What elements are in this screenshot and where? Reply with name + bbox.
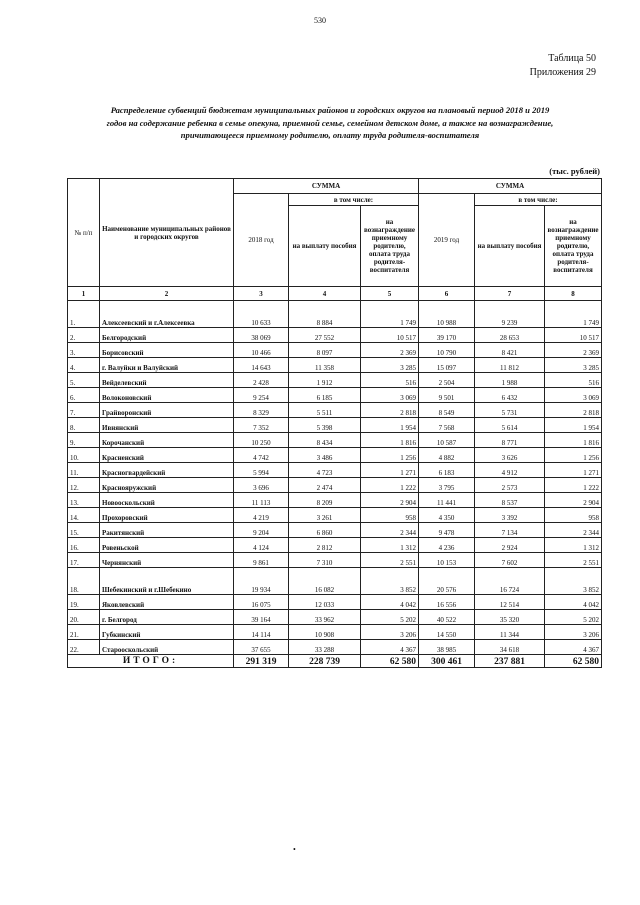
reward-2018: 4 367 <box>361 640 419 655</box>
header-including-2019: в том числе: <box>475 194 602 206</box>
table-row <box>68 508 602 523</box>
total-label: ИТОГО: <box>68 655 234 668</box>
reward-2019: 3 852 <box>545 568 602 595</box>
allowance-2019: 3 392 <box>475 508 545 523</box>
reward-2018: 10 517 <box>361 328 419 343</box>
reward-2018: 1 749 <box>361 301 419 328</box>
value-2018: 3 696 <box>234 478 289 493</box>
district-name: г. Валуйки и Валуйский <box>100 358 234 373</box>
row-number: 21. <box>68 625 100 640</box>
district-name: Яковлевский <box>100 595 234 610</box>
value-2018: 14 114 <box>234 625 289 640</box>
table-row <box>68 403 602 418</box>
allowance-2018: 6 185 <box>289 388 361 403</box>
district-name: Старооскольский <box>100 640 234 655</box>
reward-2019: 4 367 <box>545 640 602 655</box>
reward-2018: 5 202 <box>361 610 419 625</box>
value-2018: 8 329 <box>234 403 289 418</box>
reward-2019: 4 042 <box>545 595 602 610</box>
header-sum-2019: СУММА <box>419 179 602 194</box>
subvention-table <box>67 178 602 668</box>
value-2018: 10 633 <box>234 301 289 328</box>
reward-2018: 3 852 <box>361 568 419 595</box>
district-name: Губкинский <box>100 625 234 640</box>
value-2019: 15 097 <box>419 358 475 373</box>
value-2018: 10 466 <box>234 343 289 358</box>
value-2019: 4 350 <box>419 508 475 523</box>
allowance-2018: 33 962 <box>289 610 361 625</box>
value-2019: 8 549 <box>419 403 475 418</box>
district-name: Красненский <box>100 448 234 463</box>
value-2018: 11 113 <box>234 493 289 508</box>
allowance-2018: 8 097 <box>289 343 361 358</box>
value-2019: 14 550 <box>419 625 475 640</box>
row-number: 14. <box>68 508 100 523</box>
value-2019: 20 576 <box>419 568 475 595</box>
reward-2018: 2 551 <box>361 553 419 568</box>
table-body <box>68 301 602 655</box>
allowance-2018: 8 209 <box>289 493 361 508</box>
reward-2018: 2 818 <box>361 403 419 418</box>
total-reward-2019: 62 580 <box>545 655 602 668</box>
allowance-2019: 3 626 <box>475 448 545 463</box>
reward-2019: 2 369 <box>545 343 602 358</box>
district-name: г. Белгород <box>100 610 234 625</box>
reward-2018: 1 222 <box>361 478 419 493</box>
table-row <box>68 328 602 343</box>
table-row <box>68 388 602 403</box>
table-row <box>68 433 602 448</box>
header-num: № п/п <box>68 179 100 287</box>
value-2019: 10 153 <box>419 553 475 568</box>
value-2019: 11 441 <box>419 493 475 508</box>
allowance-2019: 7 602 <box>475 553 545 568</box>
table-row <box>68 595 602 610</box>
allowance-2018: 1 912 <box>289 373 361 388</box>
total-2019: 300 461 <box>419 655 475 668</box>
table-row <box>68 463 602 478</box>
column-numbers-row <box>68 287 602 301</box>
row-number: 7. <box>68 403 100 418</box>
table-reference <box>530 52 596 80</box>
allowance-2019: 28 653 <box>475 328 545 343</box>
value-2018: 9 861 <box>234 553 289 568</box>
header-year-2019: 2019 год <box>419 194 475 287</box>
row-number: 15. <box>68 523 100 538</box>
value-2018: 9 254 <box>234 388 289 403</box>
column-number: 8 <box>545 287 602 301</box>
row-number: 5. <box>68 373 100 388</box>
allowance-2019: 6 432 <box>475 388 545 403</box>
allowance-2018: 33 288 <box>289 640 361 655</box>
row-number: 16. <box>68 538 100 553</box>
value-2018: 38 069 <box>234 328 289 343</box>
allowance-2018: 4 723 <box>289 463 361 478</box>
value-2018: 39 164 <box>234 610 289 625</box>
reward-2019: 3 285 <box>545 358 602 373</box>
reward-2018: 1 256 <box>361 448 419 463</box>
page-number: 530 <box>314 16 326 25</box>
value-2018: 5 994 <box>234 463 289 478</box>
allowance-2018: 2 812 <box>289 538 361 553</box>
district-name: Новооскольский <box>100 493 234 508</box>
value-2018: 4 124 <box>234 538 289 553</box>
allowance-2018: 5 511 <box>289 403 361 418</box>
reward-2019: 3 069 <box>545 388 602 403</box>
table-row <box>68 538 602 553</box>
value-2018: 19 934 <box>234 568 289 595</box>
row-number: 2. <box>68 328 100 343</box>
header-name: Наименование муниципальных районов и городских округов <box>100 179 234 287</box>
district-name: Ивнянский <box>100 418 234 433</box>
column-number: 6 <box>419 287 475 301</box>
reward-2019: 1 271 <box>545 463 602 478</box>
allowance-2018: 3 486 <box>289 448 361 463</box>
district-name: Чернянский <box>100 553 234 568</box>
column-number: 1 <box>68 287 100 301</box>
reward-2019: 1 749 <box>545 301 602 328</box>
allowance-2019: 12 514 <box>475 595 545 610</box>
column-number: 7 <box>475 287 545 301</box>
reward-2019: 10 517 <box>545 328 602 343</box>
reward-2018: 2 344 <box>361 523 419 538</box>
district-name: Шебекинский и г.Шебекино <box>100 568 234 595</box>
reward-2019: 1 954 <box>545 418 602 433</box>
reward-2018: 1 271 <box>361 463 419 478</box>
table-row <box>68 358 602 373</box>
row-number: 4. <box>68 358 100 373</box>
document-title <box>60 104 600 142</box>
allowance-2018: 6 860 <box>289 523 361 538</box>
table-row <box>68 610 602 625</box>
value-2019: 10 790 <box>419 343 475 358</box>
value-2018: 37 655 <box>234 640 289 655</box>
allowance-2019: 5 614 <box>475 418 545 433</box>
value-2019: 4 882 <box>419 448 475 463</box>
reward-2018: 516 <box>361 373 419 388</box>
row-number: 11. <box>68 463 100 478</box>
reward-2019: 2 344 <box>545 523 602 538</box>
district-name: Белгородский <box>100 328 234 343</box>
reward-2019: 516 <box>545 373 602 388</box>
title-line: годов на содержание ребенка в семье опекуна, приемной семье, семейном детском доме, а также на вознаграждение, <box>106 117 554 128</box>
value-2018: 14 643 <box>234 358 289 373</box>
value-2019: 9 501 <box>419 388 475 403</box>
allowance-2018: 10 908 <box>289 625 361 640</box>
row-number: 12. <box>68 478 100 493</box>
reward-2019: 2 904 <box>545 493 602 508</box>
reward-2018: 2 904 <box>361 493 419 508</box>
reward-2018: 2 369 <box>361 343 419 358</box>
allowance-2018: 27 552 <box>289 328 361 343</box>
page-mark: • <box>293 845 296 854</box>
allowance-2019: 9 239 <box>475 301 545 328</box>
table-row <box>68 448 602 463</box>
value-2019: 39 170 <box>419 328 475 343</box>
value-2018: 4 742 <box>234 448 289 463</box>
allowance-2019: 34 618 <box>475 640 545 655</box>
title-line: причитающееся приемному родителю, оплату труда родителя-воспитателя <box>180 130 480 140</box>
table-row <box>68 523 602 538</box>
table-row <box>68 640 602 655</box>
row-number: 20. <box>68 610 100 625</box>
allowance-2019: 8 421 <box>475 343 545 358</box>
header-reward-2019: на вознаграждение приемному родителю, оплата труда родителя-воспитателя <box>545 206 602 287</box>
allowance-2018: 7 310 <box>289 553 361 568</box>
table-row <box>68 343 602 358</box>
total-reward-2018: 62 580 <box>361 655 419 668</box>
row-number: 17. <box>68 553 100 568</box>
reward-2018: 3 206 <box>361 625 419 640</box>
district-name: Ракитянский <box>100 523 234 538</box>
allowance-2018: 12 033 <box>289 595 361 610</box>
row-number: 3. <box>68 343 100 358</box>
reward-2019: 958 <box>545 508 602 523</box>
allowance-2019: 8 771 <box>475 433 545 448</box>
reward-2019: 1 256 <box>545 448 602 463</box>
reward-2019: 2 818 <box>545 403 602 418</box>
table-row <box>68 301 602 328</box>
total-allowance-2018: 228 739 <box>289 655 361 668</box>
row-number: 9. <box>68 433 100 448</box>
value-2019: 10 988 <box>419 301 475 328</box>
header-year-2018: 2018 год <box>234 194 289 287</box>
district-name: Прохоровский <box>100 508 234 523</box>
allowance-2019: 11 812 <box>475 358 545 373</box>
allowance-2018: 2 474 <box>289 478 361 493</box>
table-row <box>68 478 602 493</box>
total-2018: 291 319 <box>234 655 289 668</box>
reward-2019: 1 222 <box>545 478 602 493</box>
row-number: 8. <box>68 418 100 433</box>
title-line: Распределение субвенций бюджетам муниципальных районов и городских округов на плановый период 2018 и 2019 <box>110 105 550 115</box>
header-including-2018: в том числе: <box>289 194 419 206</box>
district-name: Алексеевский и г.Алексеевка <box>100 301 234 328</box>
units-label: (тыс. рублей) <box>549 166 600 176</box>
reward-2019: 2 551 <box>545 553 602 568</box>
value-2018: 4 219 <box>234 508 289 523</box>
row-number: 10. <box>68 448 100 463</box>
reward-2018: 3 285 <box>361 358 419 373</box>
reward-2019: 5 202 <box>545 610 602 625</box>
value-2019: 16 556 <box>419 595 475 610</box>
value-2019: 6 183 <box>419 463 475 478</box>
allowance-2019: 2 573 <box>475 478 545 493</box>
allowance-2018: 11 358 <box>289 358 361 373</box>
row-number: 1. <box>68 301 100 328</box>
header-sum-2018: СУММА <box>234 179 419 194</box>
header-allowance-2019: на выплату пособия <box>475 206 545 287</box>
allowance-2018: 5 398 <box>289 418 361 433</box>
district-name: Краснояружский <box>100 478 234 493</box>
value-2019: 7 568 <box>419 418 475 433</box>
allowance-2019: 16 724 <box>475 568 545 595</box>
reward-2019: 1 312 <box>545 538 602 553</box>
table-row <box>68 553 602 568</box>
total-row <box>68 655 602 668</box>
district-name: Грайворонский <box>100 403 234 418</box>
row-number: 18. <box>68 568 100 595</box>
allowance-2018: 8 884 <box>289 301 361 328</box>
value-2019: 4 236 <box>419 538 475 553</box>
reward-2018: 3 069 <box>361 388 419 403</box>
column-number: 4 <box>289 287 361 301</box>
row-number: 6. <box>68 388 100 403</box>
value-2018: 10 250 <box>234 433 289 448</box>
allowance-2019: 4 912 <box>475 463 545 478</box>
row-number: 19. <box>68 595 100 610</box>
table-row <box>68 493 602 508</box>
allowance-2019: 7 134 <box>475 523 545 538</box>
allowance-2019: 1 988 <box>475 373 545 388</box>
table-row <box>68 625 602 640</box>
value-2018: 9 204 <box>234 523 289 538</box>
header-reward-2018: на вознаграждение приемному родителю, оплата труда родителя-воспитателя <box>361 206 419 287</box>
district-name: Борисовский <box>100 343 234 358</box>
allowance-2018: 3 261 <box>289 508 361 523</box>
total-allowance-2019: 237 881 <box>475 655 545 668</box>
allowance-2019: 35 320 <box>475 610 545 625</box>
allowance-2019: 8 537 <box>475 493 545 508</box>
table-row <box>68 373 602 388</box>
district-name: Вейделевский <box>100 373 234 388</box>
reward-2018: 1 816 <box>361 433 419 448</box>
appendix-label: Приложения 29 <box>529 67 596 78</box>
header-allowance-2018: на выплату пособия <box>289 206 361 287</box>
value-2019: 40 522 <box>419 610 475 625</box>
reward-2018: 4 042 <box>361 595 419 610</box>
value-2019: 2 504 <box>419 373 475 388</box>
value-2018: 16 075 <box>234 595 289 610</box>
value-2019: 3 795 <box>419 478 475 493</box>
value-2019: 38 985 <box>419 640 475 655</box>
district-name: Красногвардейский <box>100 463 234 478</box>
allowance-2019: 5 731 <box>475 403 545 418</box>
value-2018: 7 352 <box>234 418 289 433</box>
column-number: 5 <box>361 287 419 301</box>
row-number: 22. <box>68 640 100 655</box>
reward-2019: 3 206 <box>545 625 602 640</box>
allowance-2018: 16 082 <box>289 568 361 595</box>
reward-2018: 1 954 <box>361 418 419 433</box>
row-number: 13. <box>68 493 100 508</box>
allowance-2018: 8 434 <box>289 433 361 448</box>
reward-2018: 1 312 <box>361 538 419 553</box>
value-2019: 10 587 <box>419 433 475 448</box>
table-row <box>68 418 602 433</box>
column-number: 2 <box>100 287 234 301</box>
table-row <box>68 568 602 595</box>
district-name: Волоконовский <box>100 388 234 403</box>
table-label: Таблица 50 <box>548 53 596 64</box>
allowance-2019: 2 924 <box>475 538 545 553</box>
value-2018: 2 428 <box>234 373 289 388</box>
district-name: Ровеньской <box>100 538 234 553</box>
column-number: 3 <box>234 287 289 301</box>
allowance-2019: 11 344 <box>475 625 545 640</box>
reward-2019: 1 816 <box>545 433 602 448</box>
reward-2018: 958 <box>361 508 419 523</box>
value-2019: 9 478 <box>419 523 475 538</box>
district-name: Корочанский <box>100 433 234 448</box>
